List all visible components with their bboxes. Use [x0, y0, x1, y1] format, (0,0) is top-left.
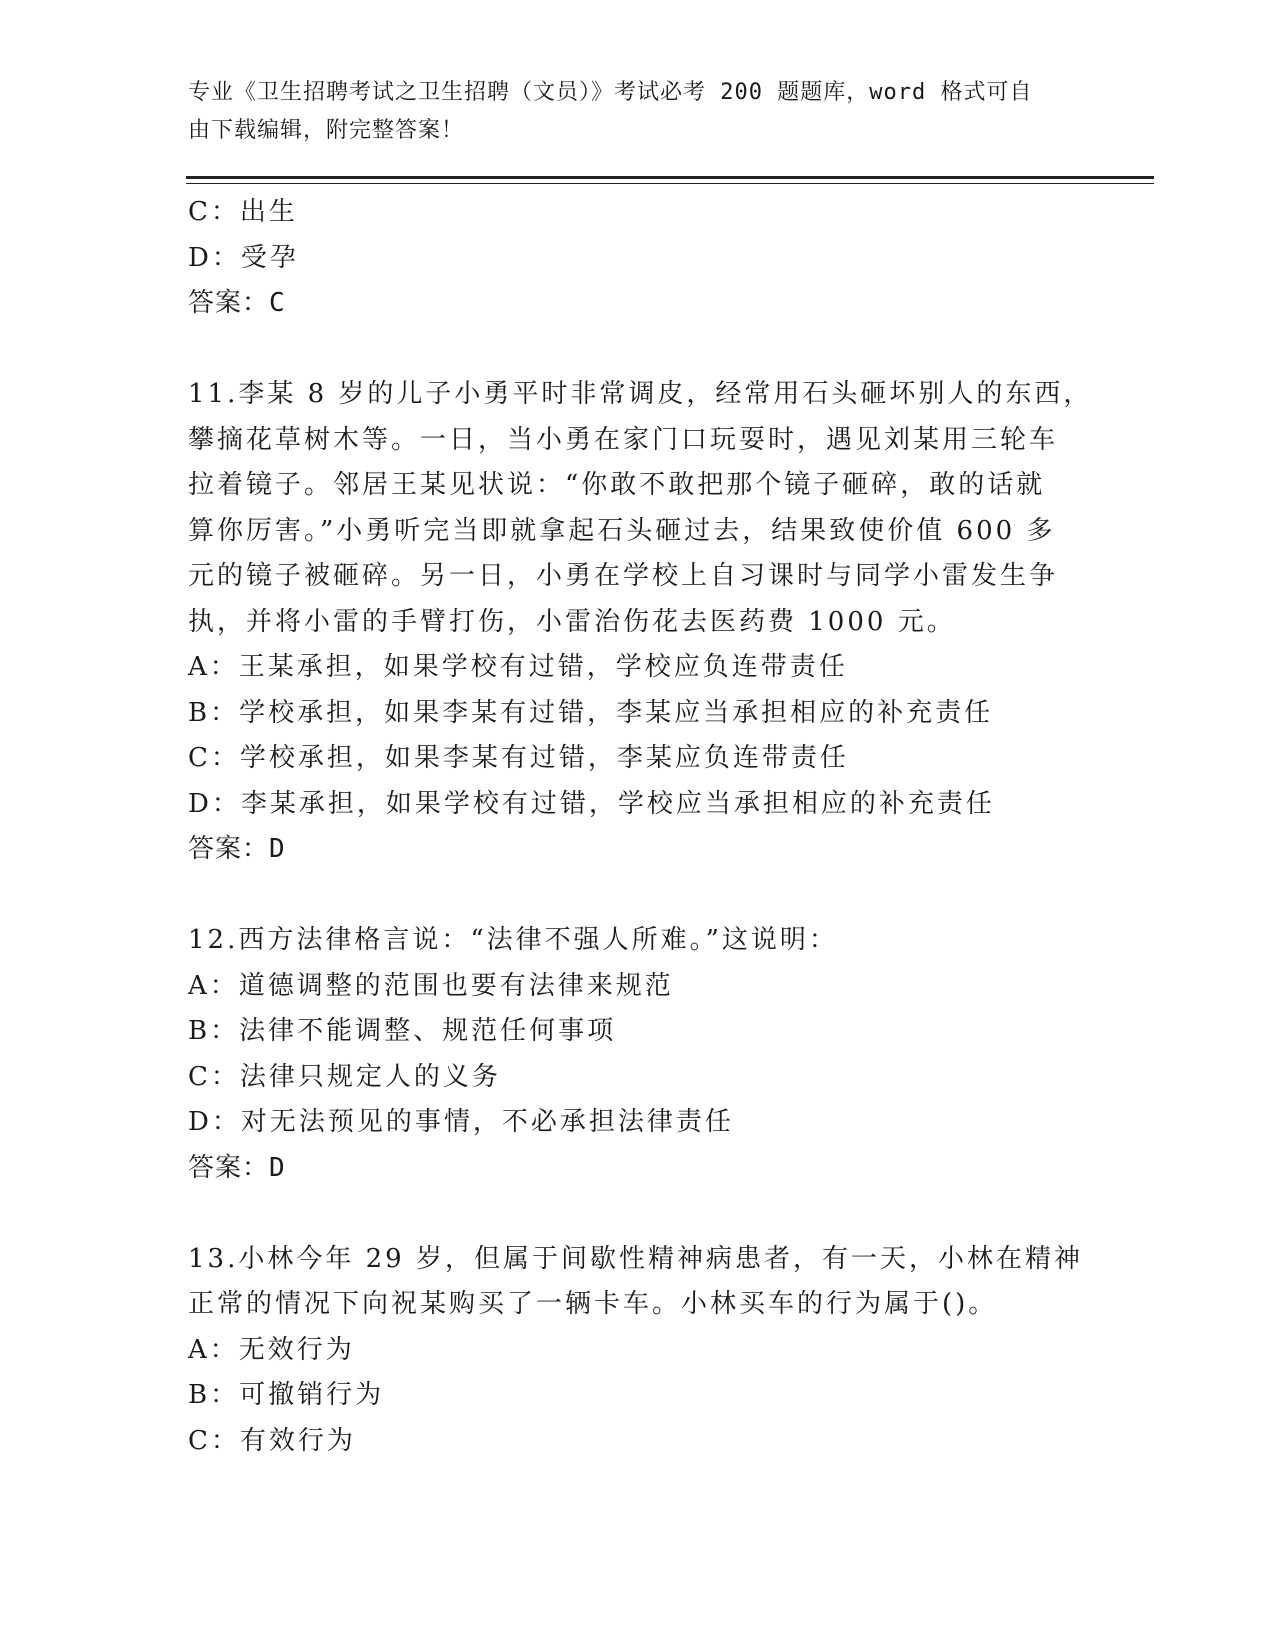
option-a: A：无效行为: [188, 1334, 355, 1365]
question-10-tail: [188, 190, 1088, 327]
page-header: [188, 74, 1068, 150]
question-13: [188, 1237, 1088, 1465]
question-stem-line: 正常的情况下向祝某购买了一辆卡车。小林买车的行为属于()。: [188, 1289, 998, 1319]
option-d: D：受孕: [188, 242, 299, 273]
option-d: D：李某承担，如果学校有过错，学校应当承担相应的补充责任: [188, 788, 995, 819]
question-stem-line: 攀摘花草树木等。一日，当小勇在家门口玩耍时，遇见刘某用三轮车: [188, 424, 1059, 455]
option-b: B：学校承担，如果李某有过错，李某应当承担相应的补充责任: [188, 697, 994, 728]
header-divider-thick: [186, 176, 1154, 179]
answer-line: 答案：D: [188, 1152, 286, 1183]
option-a: A：道德调整的范围也要有法律来规范: [188, 970, 674, 1001]
header-divider-thin: [186, 183, 1154, 184]
question-stem-line: 执，并将小雷的手臂打伤，小雷治伤花去医药费 1000 元。: [188, 606, 956, 637]
option-d: D：对无法预见的事情，不必承担法律责任: [188, 1107, 734, 1137]
header-line: 专业《卫生招聘考试之卫生招聘（文员）》考试必考 200 题题库，word 格式可自: [188, 80, 1033, 105]
option-b: B：可撤销行为: [188, 1380, 385, 1410]
question-stem-line: 13.小林今年 29 岁，但属于间歇性精神病患者，有一天，小林在精神: [188, 1243, 1083, 1274]
answer-line: 答案：D: [188, 834, 286, 864]
option-b: B：法律不能调整、规范任何事项: [188, 1016, 617, 1046]
option-c: C：出生: [188, 197, 298, 227]
option-a: A：王某承担，如果学校有过错，学校应负连带责任: [188, 652, 848, 682]
spacer: [188, 873, 1088, 919]
option-c: C：有效行为: [188, 1425, 356, 1456]
question-stem-line: 12.西方法律格言说：“法律不强人所难。”这说明：: [188, 925, 838, 955]
spacer: [188, 1191, 1088, 1237]
spacer: [188, 327, 1088, 373]
question-11: [188, 372, 1093, 873]
option-c: C：法律只规定人的义务: [188, 1061, 501, 1092]
question-stem-line: 元的镜子被砸碎。另一日，小勇在学校上自习课时与同学小雷发生争: [188, 561, 1059, 591]
question-stem-line: 11.李某 8 岁的儿子小勇平时非常调皮，经常用石头砸坏别人的东西，: [188, 379, 1093, 409]
answer-line: 答案：C: [188, 288, 286, 318]
question-12: [188, 918, 1088, 1191]
question-stem-line: 算你厉害。”小勇听完当即就拿起石头砸过去，结果致使价值 600 多: [188, 515, 1056, 546]
question-content: [188, 190, 1093, 1464]
header-line: 由下载编辑，附完整答案！: [188, 118, 465, 143]
option-c: C：学校承担，如果李某有过错，李某应负连带责任: [188, 743, 849, 773]
question-stem-line: 拉着镜子。邻居王某见状说：“你敢不敢把那个镜子砸碎，敢的话就: [188, 470, 1046, 500]
